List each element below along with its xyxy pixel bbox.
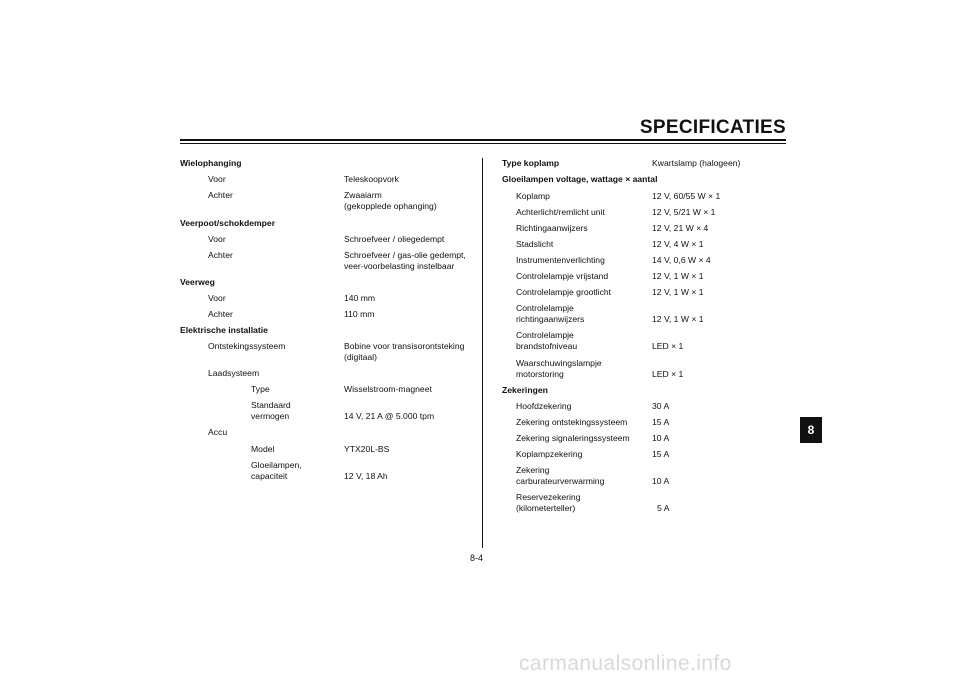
spec-label: capaciteit [251,471,288,481]
spec-value: Zwaaiarm [344,190,382,200]
spec-label: Gloeilampen, [251,460,302,470]
spec-label: Controlelampje [516,330,574,340]
spec-value: 12 V, 4 W × 1 [652,239,704,249]
chapter-tab[interactable]: 8 [800,417,822,443]
spec-value: 12 V, 1 W × 1 [652,314,704,324]
spec-label: motorstoring [516,369,564,379]
spec-value: (gekopplede ophanging) [344,201,437,211]
spec-label: Instrumentenverlichting [516,255,605,265]
spec-value: YTX20L-BS [344,444,390,454]
spec-label: Achterlicht/remlicht unit [516,207,605,217]
spec-value: 12 V, 5/21 W × 1 [652,207,716,217]
spec-label: Zekering ontstekingssysteem [516,417,628,427]
spec-label: Voor [208,293,226,303]
spec-value: 14 V, 21 A @ 5.000 tpm [344,411,435,421]
spec-label: Controlelampje grootlicht [516,287,612,297]
spec-value: 12 V, 18 Ah [344,471,388,481]
column-divider [482,158,483,548]
spec-label: vermogen [251,411,290,421]
spec-label: Stadslicht [516,239,554,249]
spec-label: Standaard [251,400,291,410]
spec-label: Accu [208,427,228,437]
spec-label: Ontstekingssysteem [208,341,286,351]
spec-value: 10 A [652,476,670,486]
spec-label: Model [251,444,275,454]
spec-value: 5 A [657,503,670,513]
spec-value: 12 V, 1 W × 1 [652,271,704,281]
spec-label: Koplamp [516,191,550,201]
spec-value: Schroefveer / oliegedempt [344,234,445,244]
spec-label: Voor [208,234,226,244]
spec-value: 15 A [652,449,670,459]
spec-label: brandstofniveau [516,341,578,351]
spec-label: (kilometerteller) [516,503,576,513]
spec-label: carburateurverwarming [516,476,605,486]
spec-label: Controlelampje vrijstand [516,271,609,281]
spec-value: Schroefveer / gas-olie gedempt, [344,250,466,260]
spec-label: Zekering signaleringssysteem [516,433,630,443]
spec-value: 30 A [652,401,670,411]
spec-value: Wisselstroom-magneet [344,384,432,394]
spec-value: 10 A [652,433,670,443]
spec-label: richtingaanwijzers [516,314,585,324]
spec-value: 12 V, 60/55 W × 1 [652,191,721,201]
spec-value: Bobine voor transisorontsteking [344,341,465,351]
spec-label: Type [251,384,270,394]
section-veerweg: Veerweg [180,277,215,287]
section-gloeilampen: Gloeilampen voltage, wattage × aantal [502,174,658,184]
spec-label: Achter [208,190,233,200]
spec-label: Hoofdzekering [516,401,572,411]
spec-value: 12 V, 21 W × 4 [652,223,709,233]
spec-value: (digitaal) [344,352,377,362]
spec-value: LED × 1 [652,341,684,351]
section-wielophanging: Wielophanging [180,158,242,168]
spec-value: 12 V, 1 W × 1 [652,287,704,297]
section-koplamp: Type koplamp [502,158,560,168]
watermark: carmanualsonline.info [519,652,732,675]
spec-label: Achter [208,250,233,260]
spec-value: 140 mm [344,293,376,303]
spec-label: Controlelampje [516,303,574,313]
page-title: SPECIFICATIES [639,117,786,138]
section-veerpoot: Veerpoot/schokdemper [180,218,276,228]
header-rule [180,139,786,141]
spec-label: Laadsysteem [208,368,260,378]
spec-value: 110 mm [344,309,375,319]
section-elektrisch: Elektrische installatie [180,325,268,335]
spec-value: 14 V, 0,6 W × 4 [652,255,711,265]
spec-label: Achter [208,309,233,319]
header-rule-thin [180,143,786,144]
spec-value: Kwartslamp (halogeen) [652,158,741,168]
spec-value: 15 A [652,417,670,427]
spec-label: Voor [208,174,226,184]
spec-value: veer-voorbelasting instelbaar [344,261,455,271]
spec-label: Waarschuwingslampje [516,358,602,368]
spec-label: Richtingaanwijzers [516,223,588,233]
section-zekeringen: Zekeringen [502,385,548,395]
spec-label: Zekering [516,465,550,475]
spec-value: LED × 1 [652,369,684,379]
spec-label: Koplampzekering [516,449,583,459]
spec-label: Reservezekering [516,492,581,502]
page-number: 8-4 [470,553,484,563]
spec-value: Teleskoopvork [344,174,399,184]
